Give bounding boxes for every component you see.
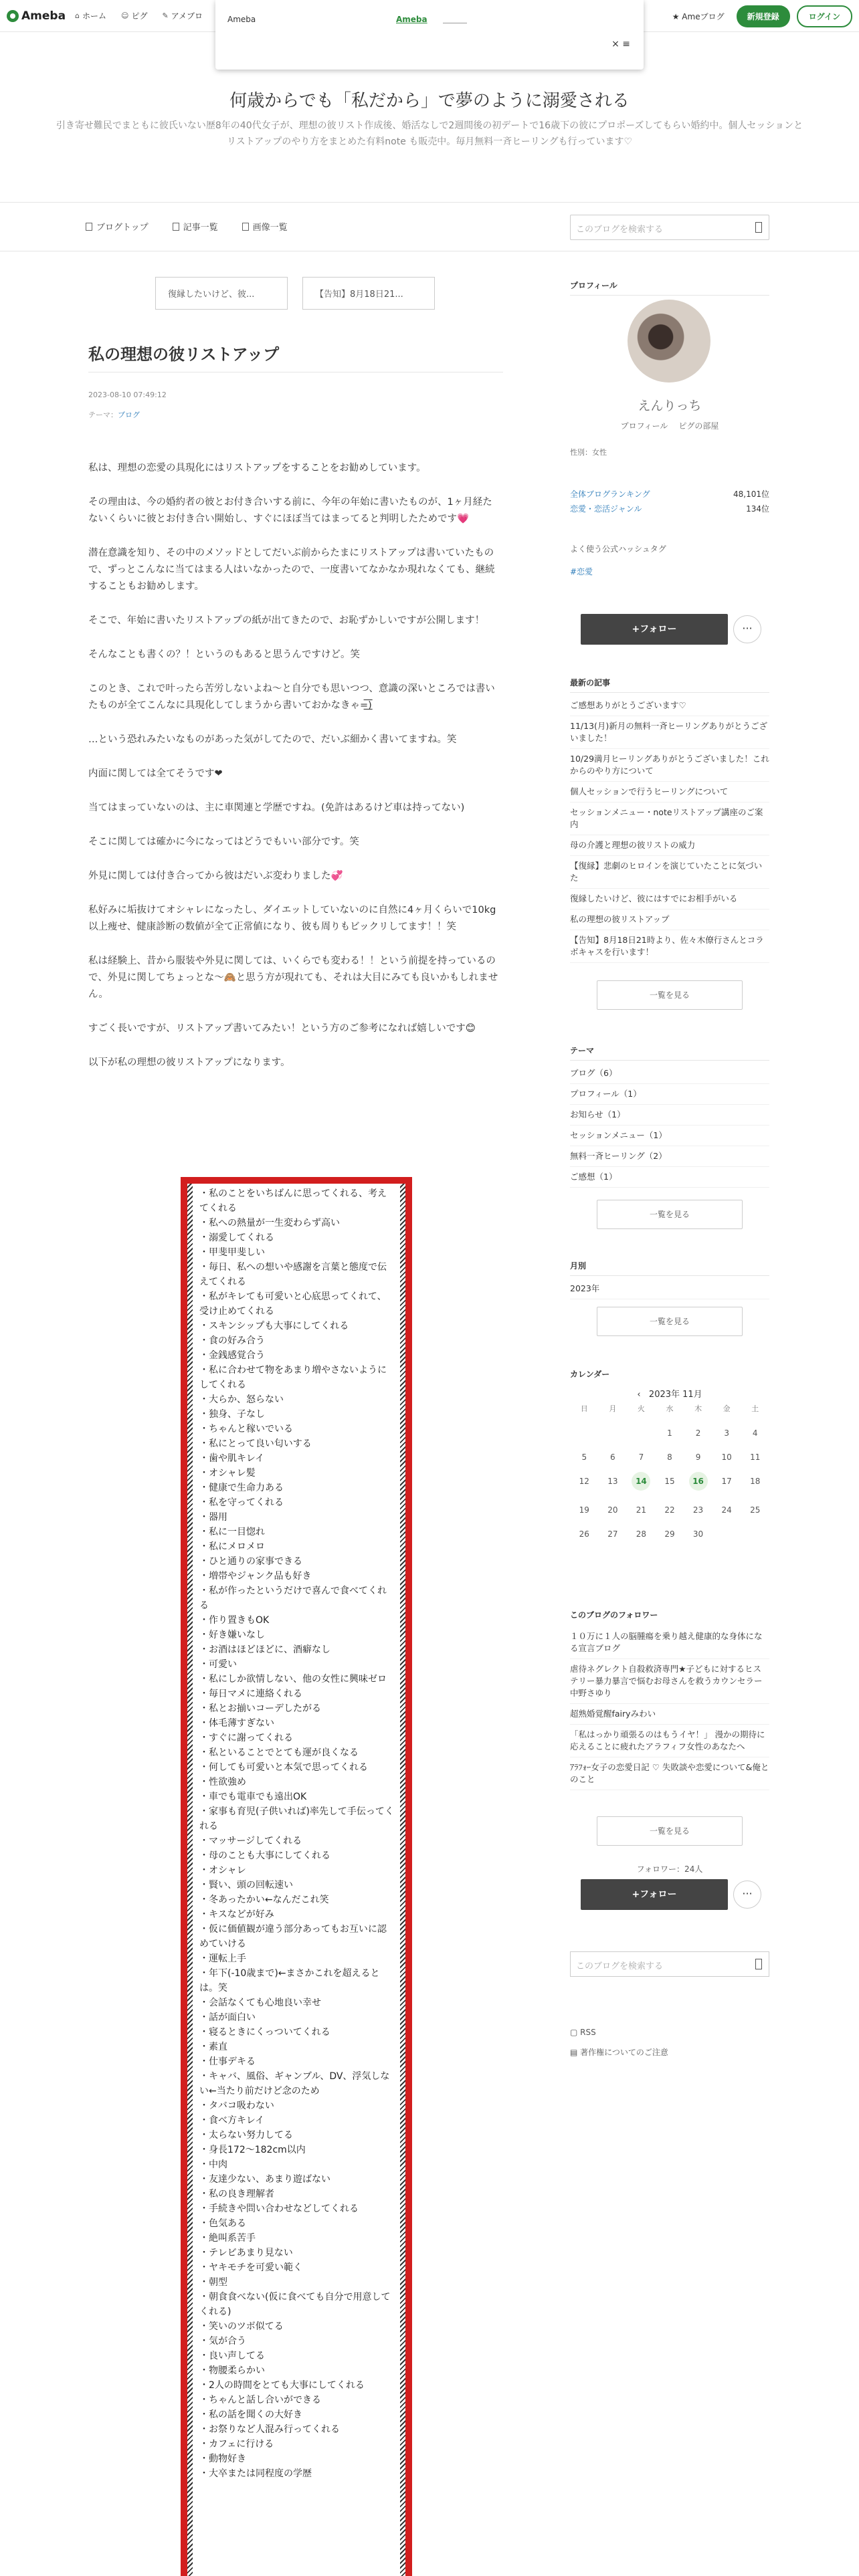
calendar-weekday: 金 xyxy=(723,1404,731,1413)
recent-entries xyxy=(570,695,769,963)
rss-link[interactable]: ▢ RSS xyxy=(570,2028,596,2037)
blog-title[interactable]: 何歳からでも「私だから」で夢のように溺愛される xyxy=(229,91,630,111)
theme-item[interactable]: 無料一斉ヒーリング（2） xyxy=(570,1146,769,1167)
calendar-heading: カレンダー xyxy=(570,1370,610,1379)
profile-link[interactable]: プロフィール xyxy=(620,421,668,431)
subnav-blog-top[interactable]: ブログトップ xyxy=(86,220,149,233)
month-list xyxy=(570,1279,769,1299)
list-item: ・健康で生命力ある xyxy=(199,1483,284,1493)
entry-paragraph: 内面に関しては全てそうです❤ xyxy=(88,768,223,779)
blog-top-icon xyxy=(86,223,92,231)
list-item: ・私が作ったというだけで喜んで食べてくれる xyxy=(199,1586,387,1611)
rss-icon: ▢ xyxy=(570,2028,581,2037)
theme-see-all-button[interactable]: 一覧を見る xyxy=(597,1200,743,1229)
ad-overlay xyxy=(215,0,644,70)
calendar-day[interactable]: 15 xyxy=(664,1477,675,1486)
list-item: ・友達少ない、あまり遊ばない xyxy=(199,2174,330,2185)
month-item[interactable]: 2023年 xyxy=(570,1279,769,1299)
rank-genre: 恋愛・恋活ジャンル 134位 xyxy=(570,504,769,514)
blog-search-input[interactable]: このブログを検索する xyxy=(570,215,769,240)
list-item: ・家事も育児(子供いれば)率先して手伝ってくれる xyxy=(199,1806,394,1832)
list-item: ・ヤキモチを可愛い範く xyxy=(199,2262,302,2273)
top-nav xyxy=(75,10,203,21)
list-item: ・オシャレ髪 xyxy=(199,1468,256,1479)
nav-home[interactable]: ⌂ ホーム xyxy=(75,11,107,21)
hashtag-link[interactable]: #恋愛 xyxy=(570,567,593,576)
subnav-entry-list[interactable]: 記事一覧 xyxy=(173,220,218,233)
list-item: ・甲斐甲斐しい xyxy=(199,1247,265,1258)
list-item: ・ちゃんと話し合いができる xyxy=(199,2395,321,2405)
more-options-button[interactable]: ··· xyxy=(733,615,761,643)
entry-paragraph: そこで、年始に書いたリストアップの紙が出てきたので、お恥ずかしいですが公開します！ xyxy=(88,615,485,626)
list-item: ・ひと通りの家事できる xyxy=(199,1556,302,1567)
blog-description: 引き寄せ難民でまともに彼氏いない歴8年の40代女子が、理想の彼リスト作成後、婚活なしで2週間後の初デートで16歳下の彼にプロポーズしてもらい婚約中。個人セッションとリストアップのやり方をまとめた有料note も販売中。毎月無料一斉ヒーリングも行っています♡ xyxy=(56,120,803,147)
list-item: ・母のことも大事にしてくれる xyxy=(199,1850,330,1861)
register-button[interactable]: 新規登録 xyxy=(737,5,790,27)
list-item: ・お酒はほどほどに、酒癖なし xyxy=(199,1644,330,1655)
recent-heading: 最新の記事 xyxy=(570,677,769,693)
list-item: ・私の良き理解者 xyxy=(199,2189,274,2199)
list-item: ・オシャレ xyxy=(199,1865,246,1876)
ameba-logo-icon xyxy=(7,10,19,22)
calendar-day[interactable]: 30 xyxy=(692,1529,704,1539)
entry-paragraph: このとき、これで叶ったら苦労しないよね〜と自分でも思いつつ、意識の深いところでは書いたものが全てこんなに具現化してしまうから書いておかなきゃ=͟͟͞͞) xyxy=(88,683,495,711)
theme-item[interactable]: セッションメニュー（1） xyxy=(570,1125,769,1146)
calendar-weekday: 木 xyxy=(694,1404,702,1413)
calendar-day[interactable]: 26 xyxy=(579,1529,589,1539)
entry-paragraph: 潜在意識を知り、その中のメソッドとしてだいぶ前からたまにリストアップは書いていたもので、ずっとこんなに当てはまる人はいなかったので、一度書いてなかなか現れなくても、継続することもお勧めします。 xyxy=(88,548,495,592)
list-item: ・ちゃんと稼いでいる xyxy=(199,1424,293,1434)
image-list-icon xyxy=(242,223,249,231)
list-item: ・私に合わせて物をあまり増やさないようにしてくれる xyxy=(199,1365,387,1390)
list-item: ・太らない努力してる xyxy=(199,2130,293,2141)
list-item: ・私を守ってくれる xyxy=(199,1497,284,1508)
theme-item[interactable]: ブログ（6） xyxy=(570,1063,769,1084)
subnav-image-list[interactable]: 画像一覧 xyxy=(242,220,288,233)
entry-paragraph: 外見に関しては付き合ってから彼はだいぶ変わりました💞 xyxy=(88,871,343,881)
calendar-grid xyxy=(570,1403,769,1539)
follow-button-bottom[interactable]: +フォロー xyxy=(581,1879,728,1910)
calendar-day[interactable]: 5 xyxy=(581,1453,587,1462)
list-item: ・私のことをいちばんに思ってくれる、考えてくれる xyxy=(199,1188,387,1214)
avatar[interactable] xyxy=(628,300,710,383)
list-item: ・良い声してる xyxy=(199,2351,265,2361)
list-item: ・仕事デキる xyxy=(199,2056,256,2067)
search-icon[interactable] xyxy=(755,222,762,233)
entry-pager xyxy=(155,277,435,310)
ad-link[interactable]: Ameba xyxy=(396,15,427,24)
list-item: ・寝るときにくっついてくれる xyxy=(199,2027,330,2038)
next-entry-button[interactable]: 【告知】8月18日21... xyxy=(302,277,435,310)
follower-item[interactable]: 超熟婚覚醒fairyみわい xyxy=(570,1704,769,1725)
list-item: ・器用 xyxy=(199,1512,227,1523)
recent-entry-link[interactable]: 10/29満月ヒーリングありがとうございました！これからのやり方について xyxy=(570,749,769,782)
list-item: ・食べ方キレイ xyxy=(199,2115,265,2126)
list-item: ・賢い、頭の回転速い xyxy=(199,1880,293,1891)
list-item: ・私といることでとても運が良くなる xyxy=(199,1747,359,1758)
recent-entry-link[interactable]: 母の介護と理想の彼リストの威力 xyxy=(570,835,769,856)
profile-heading: プロフィール xyxy=(570,280,769,296)
list-item: ・私にしか欲情しない、他の女性に興味ゼロ xyxy=(199,1674,387,1685)
calendar-day[interactable]: 8 xyxy=(667,1453,672,1462)
list-item: ・すぐに謝ってくれる xyxy=(199,1733,293,1743)
calendar-day[interactable]: 17 xyxy=(721,1477,732,1486)
list-item: ・運転上手 xyxy=(199,1953,246,1964)
list-item: ・私に一目惚れ xyxy=(199,1527,265,1537)
follower-item[interactable]: 虐待ネグレクト自殺救済専門★子どもに対するヒステリー暴力暴言で悩むお母さんを救うカウンセラー 中野さゆり xyxy=(570,1659,769,1704)
calendar-weekday: 月 xyxy=(609,1404,617,1413)
list-item: ・カフェに行ける xyxy=(199,2439,274,2450)
calendar-day[interactable]: 22 xyxy=(664,1505,675,1515)
theme-link[interactable]: ブログ xyxy=(118,411,140,419)
month-heading: 月別 xyxy=(570,1260,769,1276)
list-item: ・中肉 xyxy=(199,2159,227,2170)
list-item: ・私とお揃いコーデしたがる xyxy=(199,1703,321,1714)
recent-entry-link[interactable]: 【告知】8月18日21時より、佐々木僚行さんとコラボキャスを行います！ xyxy=(570,930,769,963)
list-item: ・私にメロメロ xyxy=(199,1541,265,1552)
rank-overall-link[interactable]: 全体ブログランキング xyxy=(570,490,650,499)
ideal-list xyxy=(191,1186,401,2481)
list-item: ・私にとって良い匂いする xyxy=(199,1438,312,1449)
calendar-day[interactable]: 28 xyxy=(636,1529,647,1539)
list-item: ・年下(-10歳まで)←まさかこれを超えるとは。笑 xyxy=(199,1968,380,1994)
copyright-icon: ▤ xyxy=(570,2048,581,2057)
calendar-prev-icon[interactable]: ‹ xyxy=(637,1390,641,1400)
list-item: ・物腰柔らかい xyxy=(199,2365,265,2376)
calendar-weekday: 火 xyxy=(637,1404,645,1413)
ad-title: Ameba xyxy=(227,15,256,24)
login-button[interactable]: ログイン xyxy=(797,5,852,27)
entry-paragraph: …という恐れみたいなものがあった気がしてたので、だいぶ細かく書いてますね。笑 xyxy=(88,734,457,745)
followers-heading: このブログのフォロワー xyxy=(570,1610,658,1620)
calendar-day[interactable]: 21 xyxy=(636,1505,647,1515)
calendar-day[interactable]: 11 xyxy=(750,1453,761,1462)
list-item: ・大らか、怒らない xyxy=(199,1394,284,1405)
list-item: ・増帯やジャンク品も好き xyxy=(199,1571,312,1582)
list-item: ・何しても可愛いと本気で思ってくれる xyxy=(199,1762,368,1773)
follower-count: フォロワー：24人 xyxy=(636,1864,703,1874)
calendar-day[interactable]: 9 xyxy=(695,1453,701,1462)
pigg-room-link[interactable]: ピグの部屋 xyxy=(678,421,719,431)
calendar-day[interactable]: 10 xyxy=(721,1453,732,1462)
follow-button[interactable]: +フォロー xyxy=(581,614,728,645)
recent-see-all-button[interactable]: 一覧を見る xyxy=(597,980,743,1010)
prev-entry-button[interactable]: 復縁したいけど、彼... xyxy=(155,277,288,310)
theme-item[interactable]: プロフィール（1） xyxy=(570,1084,769,1105)
calendar-day[interactable]: 20 xyxy=(607,1505,618,1515)
followers-see-all-button[interactable]: 一覧を見る xyxy=(597,1816,743,1846)
list-item: ・絶叫系苦手 xyxy=(199,2233,256,2244)
list-item: ・素直 xyxy=(199,2042,227,2052)
list-item: ・2人の時間をとても大事にしてくれる xyxy=(199,2380,365,2391)
calendar-day[interactable]: 12 xyxy=(579,1477,589,1486)
calendar-weekday: 水 xyxy=(666,1404,674,1413)
list-item: ・色気ある xyxy=(199,2218,246,2229)
calendar-day[interactable]: 23 xyxy=(692,1505,704,1515)
profile-name[interactable]: えんりっち xyxy=(638,399,702,413)
month-see-all-button[interactable]: 一覧を見る xyxy=(597,1307,743,1336)
entry-paragraph: 以下が私の理想の彼リストアップになります。 xyxy=(88,1057,290,1068)
entry-paragraph: そんなことも書くの？！というのもあると思うんですけど。笑 xyxy=(88,649,360,660)
rank-genre-link[interactable]: 恋愛・恋活ジャンル xyxy=(570,504,642,514)
theme-item[interactable]: お知らせ（1） xyxy=(570,1105,769,1125)
calendar-day[interactable]: 4 xyxy=(752,1428,758,1438)
list-item: ・朝食食べない(仮に食べても自分で用意してくれる) xyxy=(199,2292,391,2317)
calendar-day[interactable]: 2 xyxy=(695,1428,701,1438)
pigg-icon: ☺ xyxy=(121,11,129,20)
calendar-day[interactable]: 7 xyxy=(638,1453,644,1462)
list-item: ・好き嫌いなし xyxy=(199,1630,265,1640)
calendar-day[interactable]: 29 xyxy=(664,1529,675,1539)
list-item: ・仮に価値観が違う部分あってもお互いに認めていける xyxy=(199,1924,387,1949)
recent-entry-link[interactable]: 11/13(月)新月の無料一斉ヒーリングありがとうございました！ xyxy=(570,716,769,749)
follower-item[interactable]: ｱﾗﾌｫｰ女子の恋愛日記 ♡ 失敗談や恋愛について&俺とのこと xyxy=(570,1757,769,1790)
more-options-button-bottom[interactable]: ··· xyxy=(733,1881,761,1909)
list-item: ・タバコ吸わない xyxy=(199,2101,274,2111)
recent-entry-link[interactable]: 個人セッションで行うヒーリングについて xyxy=(570,782,769,802)
list-item: ・独身、子なし xyxy=(199,1409,265,1420)
list-item: ・体毛薄すぎない xyxy=(199,1718,274,1729)
follower-list xyxy=(570,1626,769,1790)
calendar-day[interactable]: 25 xyxy=(750,1505,761,1515)
list-item: ・大卒または同程度の学歴 xyxy=(199,2468,312,2479)
profile-sex: 性別：女性 xyxy=(570,448,607,457)
theme-list xyxy=(570,1063,769,1188)
list-item: ・金銭感覚合う xyxy=(199,1350,265,1361)
calendar-day[interactable]: 24 xyxy=(721,1505,732,1515)
nav-pigg[interactable]: ☺ ピグ xyxy=(121,11,148,21)
recent-entry-link[interactable]: 【復縁】悲劇のヒロインを演じていたことに気づいた xyxy=(570,856,769,889)
home-icon: ⌂ xyxy=(75,11,80,20)
entry-paragraph: 私は経験上、昔から服装や外見に関しては、いくらでも変わる！！という前提を持っているので、外見に関してちょっとな〜🙈と思う方が現れても、それは大目にみても良いかもしれません。 xyxy=(88,956,498,1000)
list-item: ・食の好み合う xyxy=(199,1335,265,1346)
list-item: ・冬あったかい←なんだこれ笑 xyxy=(199,1895,329,1905)
list-item: ・作り置きもOK xyxy=(199,1615,270,1626)
entry-list-icon xyxy=(173,223,179,231)
entry-date: 2023-08-10 07:49:12 xyxy=(88,391,167,399)
copyright-link[interactable]: ▤ 著作権についてのご注意 xyxy=(570,2048,668,2057)
ad-close-icon[interactable]: × ≡ xyxy=(611,39,630,49)
rank-overall: 全体ブログランキング 48,101位 xyxy=(570,490,769,499)
profile-links xyxy=(570,420,769,431)
recent-entry-link[interactable]: セッションメニュー・noteリストアップ講座のご案内 xyxy=(570,802,769,835)
recent-entry-link[interactable]: 私の理想の彼リストアップ xyxy=(570,909,769,930)
list-item: ・テレビあまり見ない xyxy=(199,2248,293,2258)
calendar-day[interactable]: 1 xyxy=(667,1428,672,1438)
calendar-day[interactable]: 6 xyxy=(610,1453,615,1462)
entry-paragraph: 私は、理想の恋愛の具現化にはリストアップをすることをお勧めしています。 xyxy=(88,463,426,473)
sidebar-footer-links xyxy=(570,2022,668,2062)
entry-theme: テーマ：ブログ xyxy=(88,411,140,419)
calendar-day[interactable]: 18 xyxy=(750,1477,761,1486)
entry-paragraph: そこに関しては確かに今になってはどうでもいい部分です。笑 xyxy=(88,837,359,847)
list-item: ・性欲強め xyxy=(199,1777,246,1788)
list-item: ・キャバ、風俗、ギャンブル、DV、浮気しない←当たり前だけど念のため xyxy=(199,2071,390,2097)
entry-title[interactable]: 私の理想の彼リストアップ xyxy=(88,345,280,364)
list-item: ・マッサージしてくれる xyxy=(199,1836,302,1846)
list-item: ・スキンシップも大事にしてくれる xyxy=(199,1321,349,1331)
calendar-weekday: 土 xyxy=(751,1404,759,1413)
list-item: ・溺愛してくれる xyxy=(199,1232,274,1243)
sidebar-search-input[interactable]: このブログを検索する xyxy=(570,1951,769,1977)
entry-paragraph: すごく長いですが、リストアップ書いてみたい！という方のご参考になれば嬉しいです😊 xyxy=(88,1023,476,1034)
my-blog-button[interactable]: ★ Ameブログ xyxy=(672,12,725,21)
list-item: ・笑いのツボ似てる xyxy=(199,2321,284,2332)
list-item: ・車でも電車でも遠出OK xyxy=(199,1792,307,1802)
list-item: ・毎日、私への想いや感謝を言葉と態度で伝えてくれる xyxy=(199,1262,387,1287)
calendar-day[interactable]: 14 xyxy=(632,1472,650,1491)
list-item: ・歯や肌キレイ xyxy=(199,1453,265,1464)
ideal-partner-list xyxy=(181,1177,412,2576)
blog-subnav xyxy=(0,202,859,251)
calendar-day[interactable]: 13 xyxy=(607,1477,618,1486)
calendar-weekday: 日 xyxy=(580,1404,588,1413)
calendar-title: ‹ 2023年 11月 xyxy=(637,1390,702,1400)
follower-item[interactable]: 「私はっかり頑張るのはもうイヤ！」 漫かの期待に応えることに疲れたアラフィフ女性のあなたへ xyxy=(570,1725,769,1757)
list-item: ・手続きや問い合わせなどしてくれる xyxy=(199,2204,359,2214)
hashtag-heading: よく使う公式ハッシュタグ xyxy=(570,544,666,554)
entry-paragraph: 当てはまっていないのは、主に車関連と学歴ですね。(免許はあるけど車は持ってない) xyxy=(88,802,465,813)
list-item: ・気が合う xyxy=(199,2336,246,2347)
list-item: ・動物好き xyxy=(199,2454,246,2464)
list-item: ・お祭りなど人混み行ってくれる xyxy=(199,2424,340,2435)
list-item: ・朝型 xyxy=(199,2277,227,2288)
theme-heading: テーマ xyxy=(570,1045,769,1061)
entry-paragraph: その理由は、今の婚約者の彼とお付き合いする前に、今年の年始に書いたものが、1ヶ月経たないくらいに彼とお付き合い開始し、すぐにほぼ当てはまってると判明したためです💗 xyxy=(88,497,492,524)
list-item: ・話が面白い xyxy=(199,2012,256,2023)
calendar-day[interactable]: 16 xyxy=(689,1472,708,1491)
search-icon[interactable] xyxy=(755,1959,762,1969)
list-item: ・毎日マメに連絡くれる xyxy=(199,1689,302,1699)
follower-item[interactable]: １０万に１人の脳腫瘍を乗り越え健康的な身体になる宣言ブログ xyxy=(570,1626,769,1659)
ameblo-icon: ✎ xyxy=(162,11,169,20)
entry-body xyxy=(88,460,502,1089)
list-item: ・私の話を聞くの大好き xyxy=(199,2409,302,2420)
theme-item[interactable]: ご感想（1） xyxy=(570,1167,769,1188)
list-item: ・可愛い xyxy=(199,1659,237,1670)
list-item: ・会話なくても心地良い幸せ xyxy=(199,1998,321,2008)
list-item: ・私への熱量が一生変わらず高い xyxy=(199,1218,340,1228)
list-item: ・身長172〜182cm以内 xyxy=(199,2145,306,2155)
list-item: ・私がキレても可愛いと心底思ってくれて、受け止めてくれる xyxy=(199,1291,387,1317)
recent-entry-link[interactable]: 復縁したいけど、彼にはすでにお相手がいる xyxy=(570,889,769,909)
entry-paragraph: 私好みに垢抜けてオシャレになったし、ダイエットしていないのに自然に4ヶ月くらいで10kg以上痩せ、健康診断の数値が全て正常値になり、彼も周りもビックリしてます！！笑 xyxy=(88,905,496,932)
nav-ameblo[interactable]: ✎ アメブロ xyxy=(162,11,203,21)
list-item: ・キスなどが好み xyxy=(199,1909,274,1920)
calendar-day[interactable]: 3 xyxy=(724,1428,729,1438)
calendar-day[interactable]: 19 xyxy=(579,1505,589,1515)
recent-entry-link[interactable]: ご感想ありがとうございます♡ xyxy=(570,695,769,716)
ameba-logo[interactable]: Ameba xyxy=(7,9,66,23)
calendar-day[interactable]: 27 xyxy=(607,1529,618,1539)
